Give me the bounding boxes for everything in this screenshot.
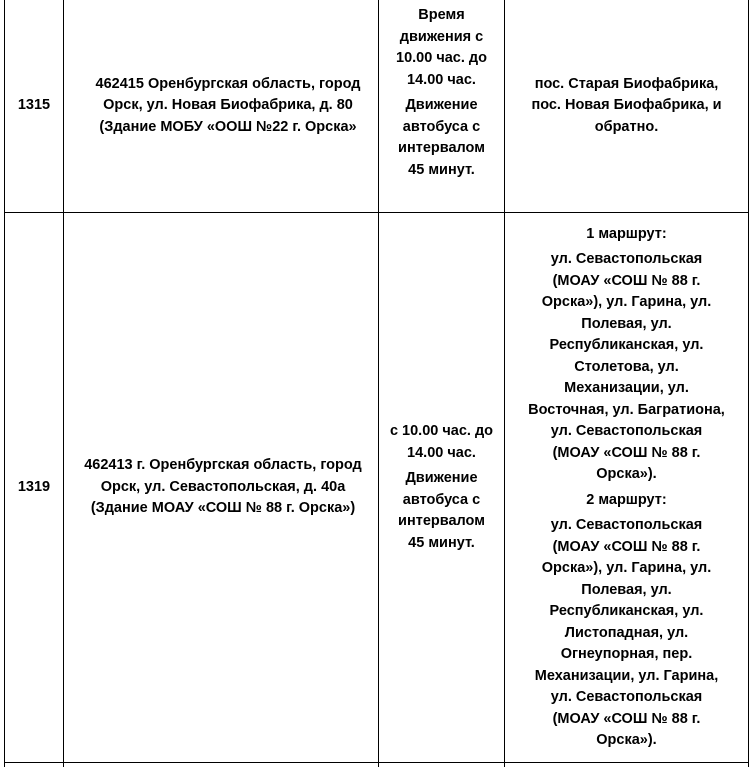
- row-number: 1319: [17, 478, 51, 495]
- route-title: 2 маршрут:: [586, 491, 667, 508]
- route-text: ул. Севастопольская (МОАУ «СОШ № 88 г. Орска»), ул. Гарина, ул. Полевая, ул. Республиканская, ул. Листопадная, ул. Огнеупорная, пер. Механизации, ул. Гарина, ул. Севастопольская (МОАУ «СОШ № 88 г. Орска»).: [534, 517, 719, 748]
- schedule-cell: [379, 0, 504, 212]
- routes-cell: [505, 213, 748, 762]
- row-number-cell: [5, 0, 63, 212]
- row-number-cell: [5, 213, 63, 762]
- schedule-interval: Движение автобуса с интервалом 45 минут.: [398, 97, 485, 178]
- address-text: 462415 Оренбургская область, город Орск, ул. Новая Биофабрика, д. 80 (Здание МОБУ «ООШ №22 г. Орска»: [95, 75, 361, 135]
- address-cell: [64, 213, 378, 762]
- route-text: ул. Севастопольская (МОАУ «СОШ № 88 г. Орска»), ул. Гарина, ул. Полевая, ул. Республиканская, ул. Столетова, ул. Механизации, ул. Восточная, ул. Багратиона, ул. Севастопольская (МОАУ «СОШ № 88 г. Орска»).: [528, 251, 725, 482]
- address-text: 462413 г. Оренбургская область, город Орск, ул. Севастопольская, д. 40а (Здание МОАУ «СОШ № 88 г. Орска»): [84, 457, 362, 517]
- route-text: пос. Старая Биофабрика, пос. Новая Биофабрика, и обратно.: [531, 75, 722, 135]
- row-border-bottom: [4, 762, 749, 763]
- schedule-time: с 10.00 час. до 14.00 час.: [389, 423, 494, 461]
- schedule-time: Время движения с 10.00 час. до 14.00 час.: [396, 7, 487, 88]
- schedule-interval: Движение автобуса с интервалом 45 минут.: [398, 470, 485, 551]
- col-border-right: [748, 0, 749, 767]
- route-cell: [505, 0, 748, 212]
- route-title: 1 маршрут:: [586, 225, 667, 242]
- row-number: 1315: [17, 97, 51, 114]
- schedule-cell: [379, 213, 504, 762]
- address-cell: [64, 0, 378, 212]
